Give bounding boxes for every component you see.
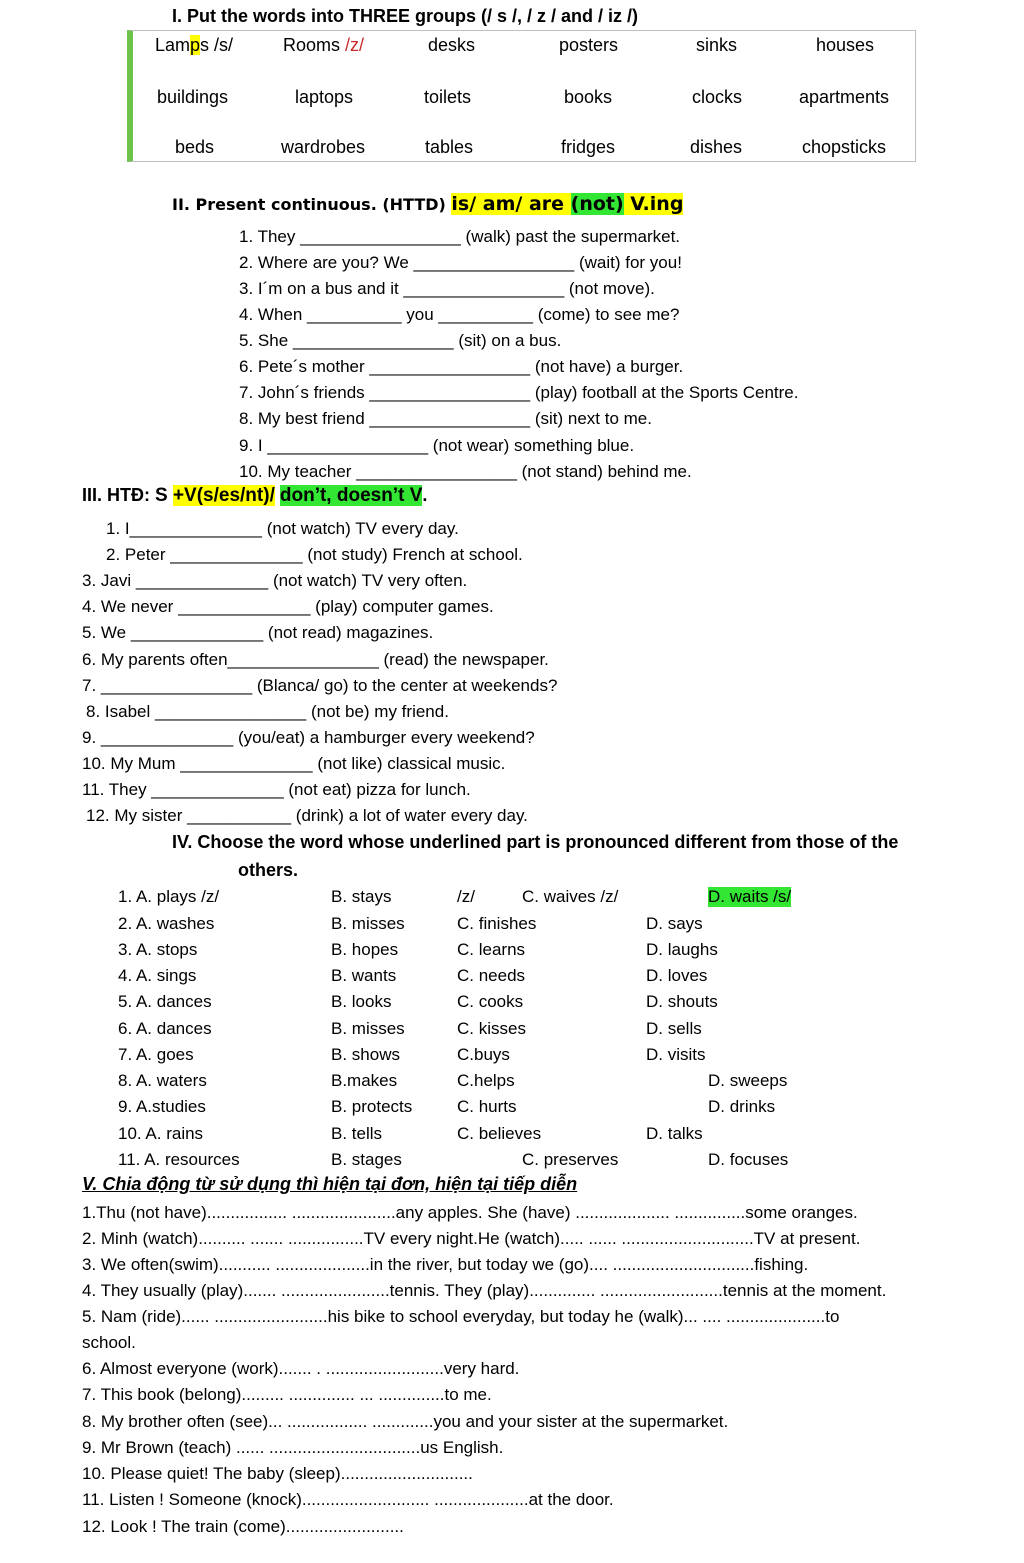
option-d: D. says xyxy=(646,914,703,933)
option-d: D. loves xyxy=(646,966,708,985)
word-cell: Rooms /z/ xyxy=(283,35,365,55)
section-2-title: II. Present continuous. (HTTD) is/ am/ are (not) V.ing xyxy=(172,193,684,215)
word-cell: desks xyxy=(428,35,476,55)
option-d: D. laughs xyxy=(646,940,718,959)
option-d: D. sells xyxy=(646,1019,702,1038)
option-b: B. misses xyxy=(331,1019,405,1038)
option-b: B. tells xyxy=(331,1124,383,1143)
option-b: B. wants xyxy=(331,966,397,985)
word-cell: fridges xyxy=(561,137,616,157)
option-d: D. sweeps xyxy=(708,1071,788,1090)
option-b-note: /z/ xyxy=(457,887,475,906)
option-b: B. stays xyxy=(331,887,392,906)
section-3-title: III. HTĐ: S +V(s/es/nt)/ don’t, doesn’t V. xyxy=(82,485,428,506)
exercise-line: 11. They ______________ (not eat) pizza for lunch. xyxy=(82,780,471,799)
exercise-line: 10. My teacher _________________ (not stand) behind me. xyxy=(239,462,692,481)
word-cell: clocks xyxy=(692,87,743,107)
word-cell: beds xyxy=(175,137,215,157)
word-cell: toilets xyxy=(424,87,472,107)
section-4-title-cont: others. xyxy=(238,860,299,880)
word-cell: apartments xyxy=(799,87,890,107)
option-d: D. focuses xyxy=(708,1150,789,1169)
word-cell: dishes xyxy=(690,137,743,157)
option-c: C. learns xyxy=(457,940,526,959)
exercise-line: 9. Mr Brown (teach) ...... ................................us English. xyxy=(82,1438,504,1457)
exercise-line: 11. Listen ! Someone (knock)........................... ....................at the door. xyxy=(82,1490,614,1509)
option-a: 5. A. dances xyxy=(118,992,212,1011)
option-c: C. cooks xyxy=(457,992,524,1011)
option-b: B. stages xyxy=(331,1150,402,1169)
option-a: 10. A. rains xyxy=(118,1124,204,1143)
exercise-line: 9. ______________ (you/eat) a hamburger every weekend? xyxy=(82,728,535,747)
option-d: D. drinks xyxy=(708,1097,776,1116)
exercise-line: 2. Peter ______________ (not study) French at school. xyxy=(106,545,523,564)
exercise-line: 7. John´s friends _________________ (play) football at the Sports Centre. xyxy=(239,383,799,402)
exercise-line: 7. ________________ (Blanca/ go) to the center at weekends? xyxy=(82,676,558,695)
exercise-line: school. xyxy=(82,1333,136,1352)
option-b: B. misses xyxy=(331,914,405,933)
option-c: C.helps xyxy=(457,1071,515,1090)
exercise-line: 5. She _________________ (sit) on a bus. xyxy=(239,331,562,350)
option-d: D. shouts xyxy=(646,992,718,1011)
section-1-title: I. Put the words into THREE groups (/ s /, / z / and / iz /) xyxy=(172,6,639,26)
exercise-line: 2. Where are you? We _________________ (wait) for you! xyxy=(239,253,682,272)
exercise-line: 8. My best friend _________________ (sit) next to me. xyxy=(239,409,652,428)
exercise-line: 9. I _________________ (not wear) something blue. xyxy=(239,436,635,455)
exercise-line: 12. Look ! The train (come)......................... xyxy=(82,1517,404,1536)
word-cell: posters xyxy=(559,35,619,55)
word-groups-box xyxy=(127,30,916,162)
exercise-line: 1. I______________ (not watch) TV every day. xyxy=(106,519,459,538)
option-a: 3. A. stops xyxy=(118,940,198,959)
exercise-line: 2. Minh (watch).......... ....... ................TV every night.He (watch)..... ...... ............................TV at present. xyxy=(82,1229,861,1248)
option-c: C. waives /z/ xyxy=(522,887,619,906)
word-cell: houses xyxy=(816,35,875,55)
exercise-line: 10. My Mum ______________ (not like) classical music. xyxy=(82,754,506,773)
section-4-title: IV. Choose the word whose underlined part is pronounced different from those of the xyxy=(172,832,899,852)
word-cell: buildings xyxy=(157,87,229,107)
option-b: B. protects xyxy=(331,1097,413,1116)
section-5-title: V. Chia động từ sử dụng thì hiện tại đơn, hiện tại tiếp diễn xyxy=(82,1174,578,1194)
word-cell: tables xyxy=(425,137,474,157)
exercise-line: 3. Javi ______________ (not watch) TV very often. xyxy=(82,571,468,590)
option-b: B. hopes xyxy=(331,940,399,959)
option-b: B.makes xyxy=(331,1071,398,1090)
option-c: C. hurts xyxy=(457,1097,517,1116)
exercise-line: 8. Isabel ________________ (not be) my friend. xyxy=(86,702,449,721)
option-a: 6. A. dances xyxy=(118,1019,212,1038)
exercise-line: 3. I´m on a bus and it _________________ (not move). xyxy=(239,279,655,298)
word-cell: books xyxy=(564,87,613,107)
word-cell: laptops xyxy=(295,87,354,107)
exercise-line: 4. We never ______________ (play) computer games. xyxy=(82,597,494,616)
option-c: C.buys xyxy=(457,1045,510,1064)
option-c: C. needs xyxy=(457,966,526,985)
option-a: 9. A.studies xyxy=(118,1097,206,1116)
option-c: C. finishes xyxy=(457,914,537,933)
option-a: 1. A. plays /z/ xyxy=(118,887,220,906)
option-c: C. believes xyxy=(457,1124,542,1143)
exercise-line: 1.Thu (not have)................. ......................any apples. She (have) .................... ...............some oranges. xyxy=(82,1203,858,1222)
exercise-line: 3. We often(swim)........... ....................in the river, but today we (go).... ..............................fishing. xyxy=(82,1255,809,1274)
option-c: C. kisses xyxy=(457,1019,526,1038)
option-a: 2. A. washes xyxy=(118,914,215,933)
word-cell: sinks xyxy=(696,35,738,55)
exercise-line: 5. We ______________ (not read) magazines. xyxy=(82,623,434,642)
option-b: B. looks xyxy=(331,992,392,1011)
exercise-line: 6. Almost everyone (work)....... . .........................very hard. xyxy=(82,1359,520,1378)
option-a: 4. A. sings xyxy=(118,966,197,985)
exercise-line: 6. My parents often________________ (read) the newspaper. xyxy=(82,650,549,669)
exercise-line: 7. This book (belong)......... .............. ... ..............to me. xyxy=(82,1385,492,1404)
word-cell: Lamps /s/ xyxy=(155,35,234,55)
exercise-line: 5. Nam (ride)...... ........................his bike to school everyday, but today he (walk)... .... .....................to xyxy=(82,1307,840,1326)
option-d: D. visits xyxy=(646,1045,706,1064)
option-a: 8. A. waters xyxy=(118,1071,207,1090)
option-c: C. preserves xyxy=(522,1150,619,1169)
option-d-answer: D. waits /s/ xyxy=(708,887,792,906)
option-d: D. talks xyxy=(646,1124,703,1143)
exercise-line: 1. They _________________ (walk) past the supermarket. xyxy=(239,227,681,246)
word-cell: chopsticks xyxy=(802,137,887,157)
exercise-line: 4. They usually (play)....... .......................tennis. They (play).............. ..........................tennis at the moment. xyxy=(82,1281,887,1300)
exercise-line: 4. When __________ you __________ (come) to see me? xyxy=(239,305,680,324)
option-a: 7. A. goes xyxy=(118,1045,194,1064)
exercise-line: 6. Pete´s mother _________________ (not have) a burger. xyxy=(239,357,684,376)
word-cell: wardrobes xyxy=(281,137,366,157)
exercise-line: 8. My brother often (see)... ................. .............you and your sister at the supermarket. xyxy=(82,1412,729,1431)
exercise-line: 10. Please quiet! The baby (sleep)............................ xyxy=(82,1464,473,1483)
option-a: 11. A. resources xyxy=(118,1150,240,1169)
option-b: B. shows xyxy=(331,1045,400,1064)
exercise-line: 12. My sister ___________ (drink) a lot of water every day. xyxy=(86,806,528,825)
